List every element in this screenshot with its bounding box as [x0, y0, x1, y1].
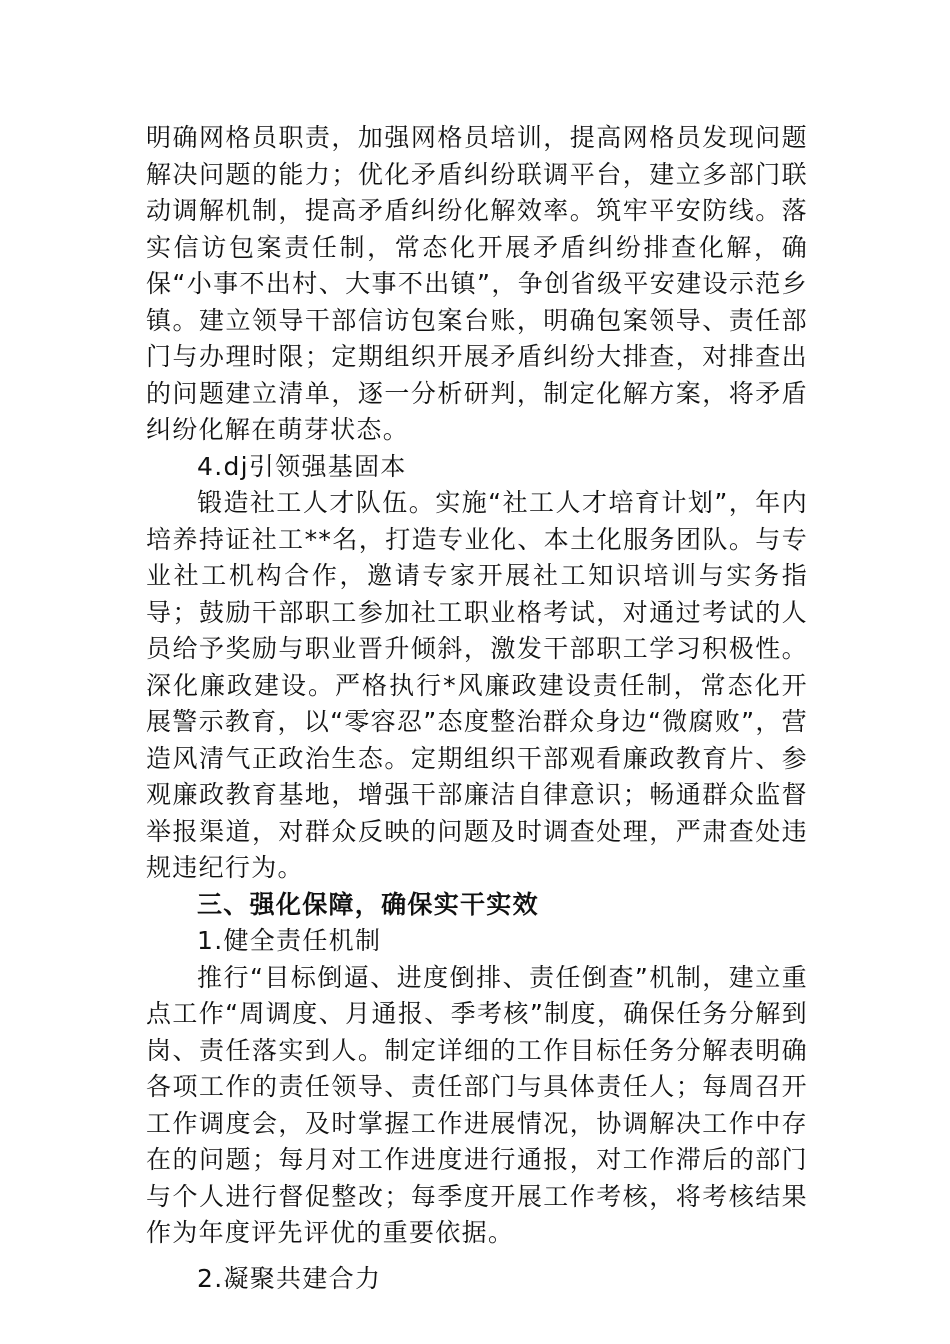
section-subheading: 4.dj引领强基固本 [197, 451, 407, 481]
section-heading: 三、强化保障，确保实干实效 [197, 889, 539, 919]
section-subheading: 2.凝聚共建合力 [197, 1263, 382, 1293]
body-paragraph: 明确网格员职责，加强网格员培训，提高网格员发现问题解决问题的能力；优化矛盾纠纷联调平台，建立多部门联动调解机制，提高矛盾纠纷化解效率。筑牢平安防线。落实信访包案责任制，常态化开展矛盾纠纷排查化解，确保“小事不出村、大事不出镇”，争创省级平安建设示范乡镇。建立领导干部信访包案台账，明确包案领导、责任部门与办理时限；定期组织开展矛盾纠纷大排查，对排查出的问题建立清单，逐一分析研判，制定化解方案，将矛盾纠纷化解在萌芽状态。 [146, 123, 808, 444]
body-paragraph: 推行“目标倒逼、进度倒排、责任倒查”机制，建立重点工作“周调度、月通报、季考核”制度，确保任务分解到岗、责任落实到人。制定详细的工作目标任务分解表明确各项工作的责任领导、责任部门与具体责任人；每周召开工作调度会，及时掌握工作进展情况，协调解决工作中存在的问题；每月对工作进度进行通报，对工作滞后的部门与个人进行督促整改；每季度开展工作考核，将考核结果作为年度评先评优的重要依据。 [146, 962, 808, 1247]
section-subheading: 1.健全责任机制 [197, 926, 382, 955]
paragraph-spacer [146, 1252, 808, 1261]
document-page [146, 120, 808, 1297]
body-paragraph: 锻造社工人才队伍。实施“社工人才培育计划”，年内培养持证社工**名，打造专业化、本土化服务团队。与专业社工机构合作，邀请专家开展社工知识培训与实务指导；鼓励干部职工参加社工职业格考试，对通过考试的人员给予奖励与职业晋升倾斜，激发干部职工学习积极性。深化廉政建设。严格执行*风廉政建设责任制，常态化开展警示教育，以“零容忍”态度整治群众身边“微腐败”，营造风清气正政治生态。定期组织干部观看廉政教育片、参观廉政教育基地，增强干部廉洁自律意识；畅通群众监督举报渠道，对群众反映的问题及时调查处理，严肃查处违规违纪行为。 [146, 488, 808, 882]
